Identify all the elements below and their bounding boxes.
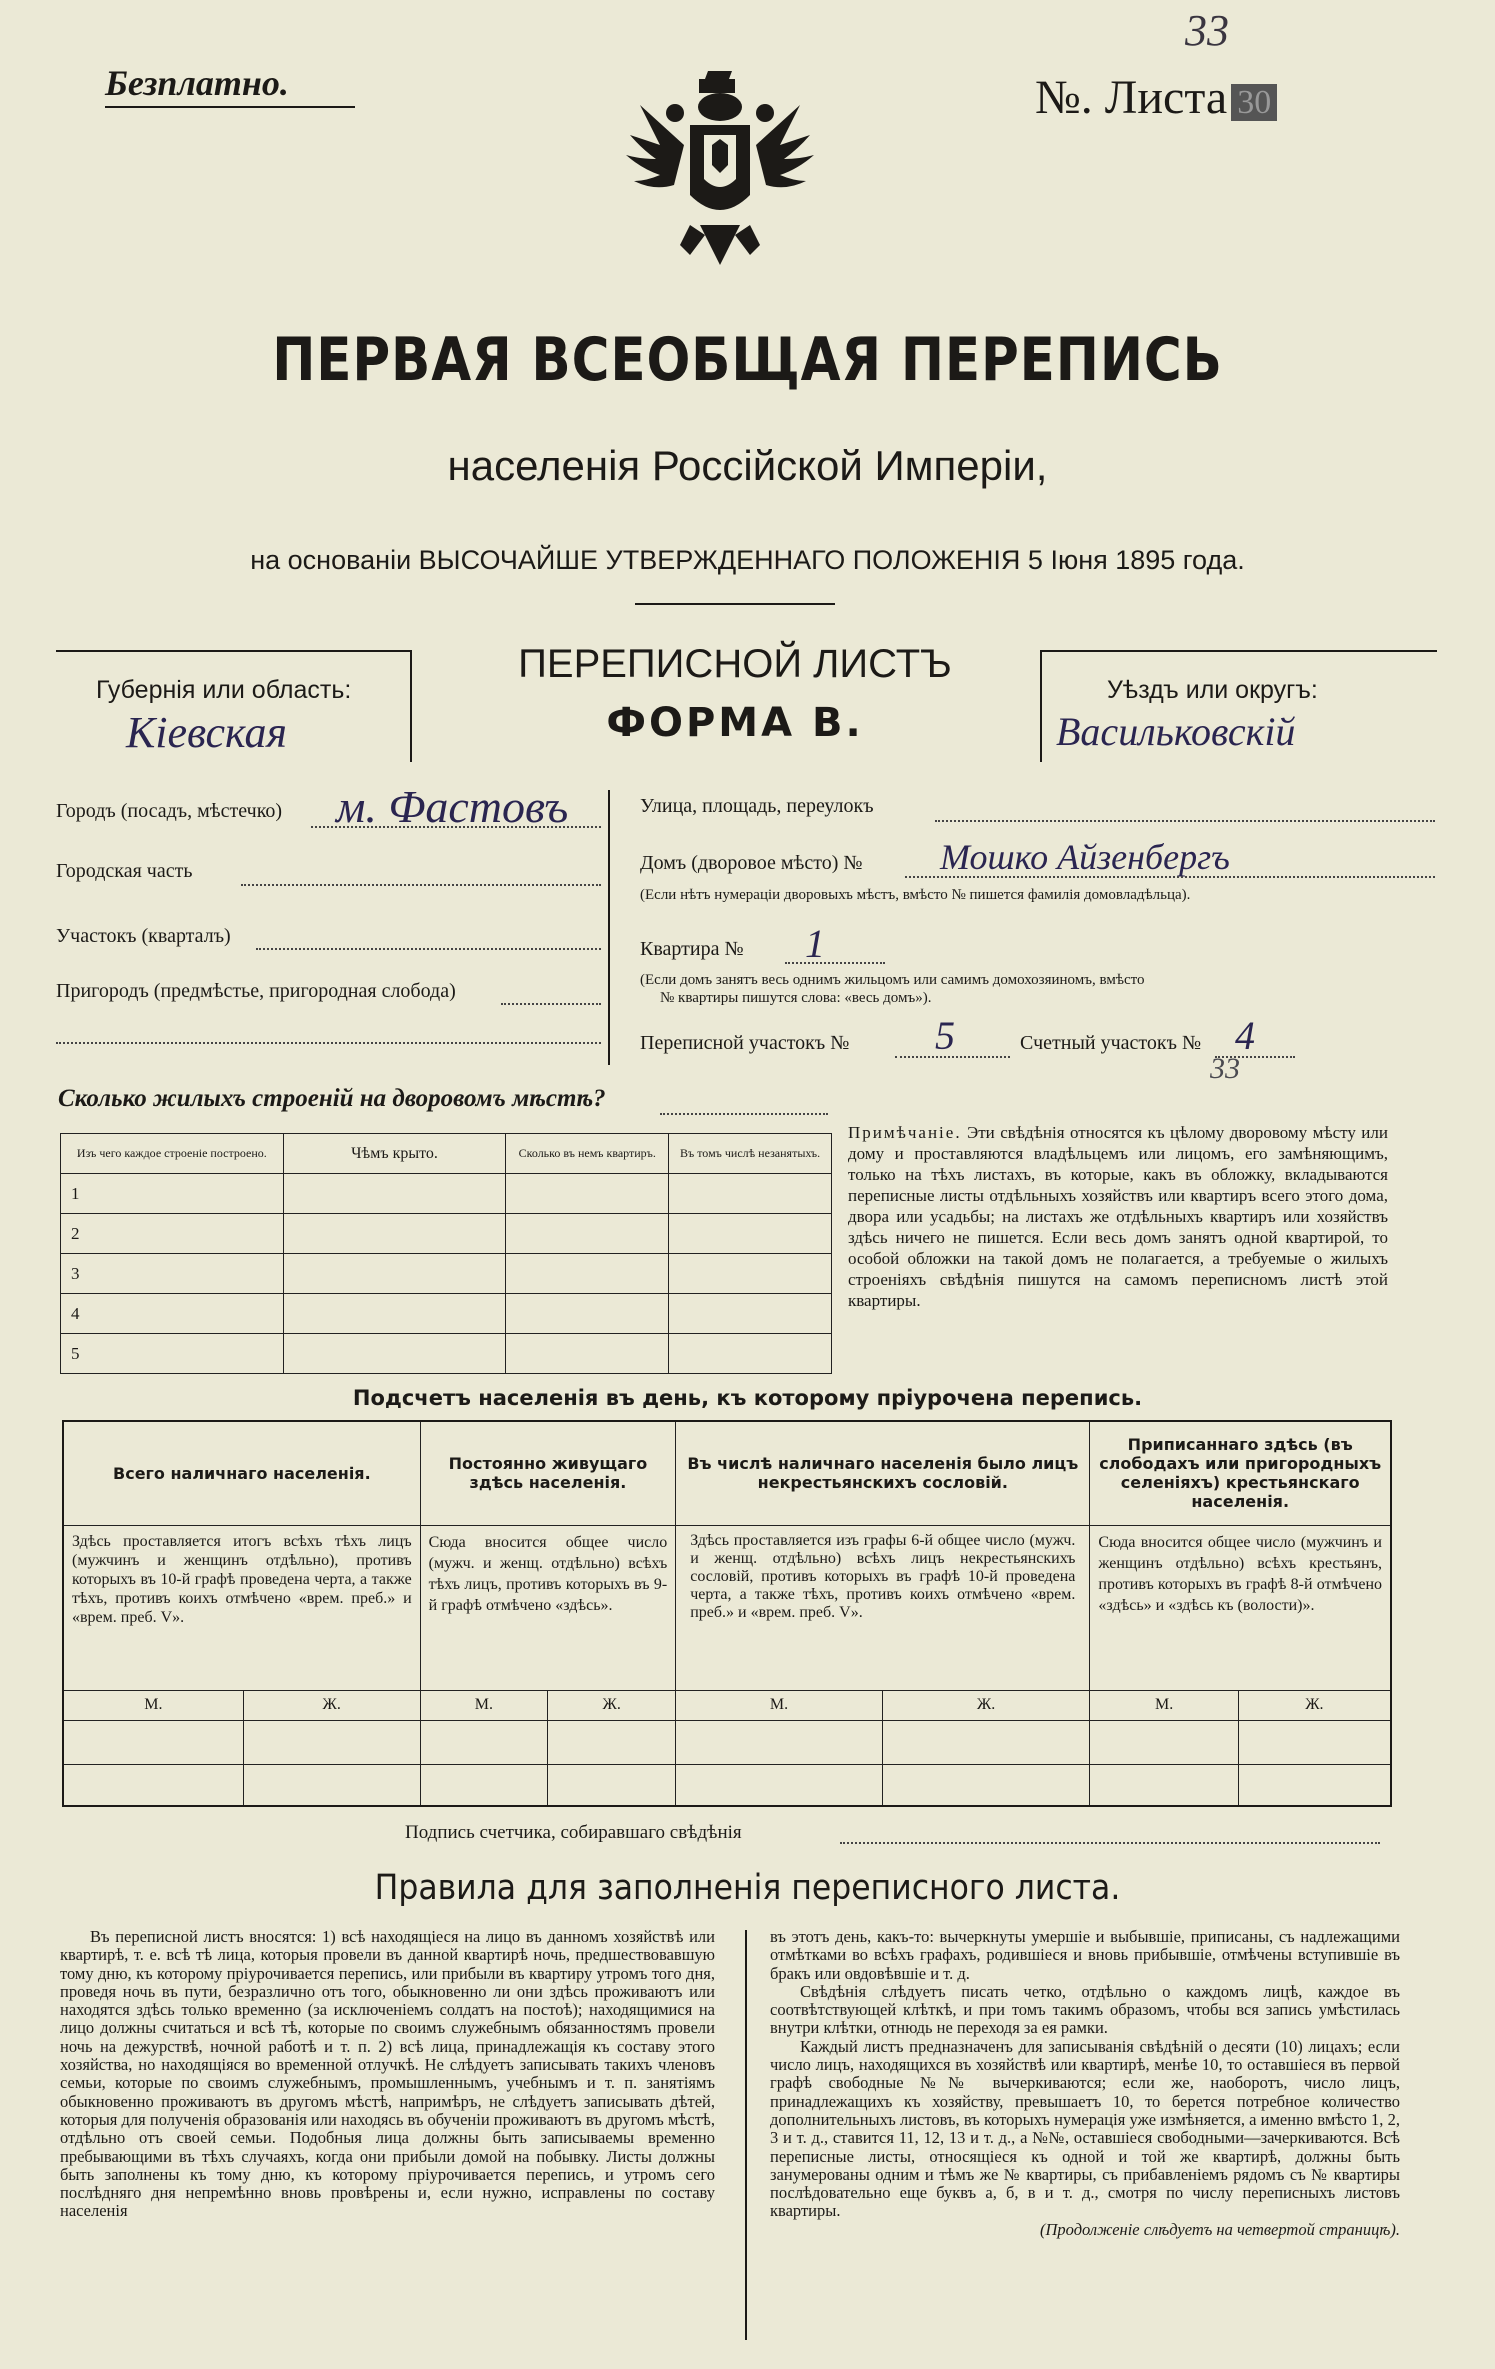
- count-district-label: Счетный участокъ №: [1020, 1032, 1202, 1054]
- pop-male-2: М.: [676, 1690, 883, 1720]
- apt-note-1: (Если домъ занятъ весь однимъ жильцомъ или самимъ домохозяиномъ, вмѣсто: [640, 972, 1145, 988]
- form-title: ПЕРЕПИСНОЙ ЛИСТЪ: [518, 642, 952, 686]
- imperial-eagle-emblem-icon: [620, 65, 820, 285]
- count-district-extra: 33: [1210, 1052, 1240, 1085]
- rules-divider: [745, 1930, 747, 2340]
- census-district-label: Переписной участокъ №: [640, 1032, 850, 1054]
- sheet-number: [1035, 70, 1277, 125]
- table-row: [61, 1334, 832, 1374]
- city-label: Городъ (посадъ, мѣстечко): [56, 800, 283, 822]
- page-basis: на основаніи ВЫСОЧАЙШЕ УТВЕРЖДЕННАГО ПОЛОЖЕНІЯ 5 Іюня 1895 года.: [250, 545, 1245, 575]
- house-label: Домъ (дворовое мѣсто) №: [640, 852, 863, 874]
- row-number: 3: [61, 1254, 284, 1294]
- rules-continued: (Продолженіе слѣдуетъ на четвертой страницѣ).: [1040, 2219, 1400, 2239]
- census-district-value: 5: [935, 1013, 955, 1058]
- apt-label: Квартира №: [640, 938, 744, 960]
- free-label: [105, 62, 355, 108]
- uezd-value: Васильковскій: [1056, 709, 1296, 754]
- pop-col-body-2: Здѣсь проставляется изъ графы 6-й общее число (мужч. и женщ. отдѣльно) всѣхъ лицъ некрестьянскихъ сословій, противъ которыхъ въ графѣ 10-й проведена черта, а также тѣхъ, противъ коихъ отмѣчено «врем. преб.» и «врем. преб. V».: [676, 1525, 1090, 1690]
- buildings-col-material: Изъ чего каждое строеніе построено.: [61, 1134, 284, 1174]
- signature-label: Подпись счетчика, собиравшаго свѣдѣнія: [405, 1822, 742, 1843]
- pop-col-body-3: Сюда вносится общее число (мужчинъ и женщинъ отдѣльно) всѣхъ крестьянъ, противъ которыхъ въ графѣ 8-й отмѣчено «здѣсь» и «здѣсь къ (волости)».: [1090, 1525, 1391, 1690]
- apt-value: 1: [805, 921, 825, 966]
- row-number: 2: [61, 1214, 284, 1254]
- precinct-label: Участокъ (кварталъ): [56, 925, 231, 947]
- pop-female-2: Ж.: [882, 1690, 1090, 1720]
- buildings-note: [848, 1122, 1388, 1311]
- rules-right-text-1: въ этотъ день, какъ-то: вычеркнуты умершіе и выбывшіе, приписаны, съ надлежащими отмѣтками во всѣхъ графахъ, родившіеся и вновь прибывшіе, отмѣчены вступившіе въ бракъ или овдовѣвшіе и т. д.: [770, 1928, 1400, 1983]
- apt-note-2: № квартиры пишутся слова: «весь домъ»).: [660, 990, 932, 1006]
- rules-title: Правила для заполненія переписного листа.: [374, 1868, 1121, 1908]
- buildings-col-vacant: Въ томъ числѣ незанятыхъ.: [669, 1134, 832, 1174]
- buildings-table: [60, 1133, 832, 1374]
- city-value: м. Фастовъ: [336, 781, 569, 832]
- address-left: [56, 780, 596, 1060]
- guberniya-value: Кіевская: [126, 708, 287, 757]
- buildings-question: Сколько жилыхъ строеній на дворовомъ мѣстѣ?: [58, 1085, 606, 1112]
- row-number: 4: [61, 1294, 284, 1334]
- rules-left-text: Въ переписной листъ вносятся: 1) всѣ находящіеся на лицо въ данномъ хозяйствѣ или квартирѣ, т. е. всѣ тѣ лица, которыя провели въ данной квартирѣ ночь, предшествовавшую тому дню, къ которому пріурочивается перепись, или прибыли въ квартиру утромъ того дня, проведя ночь въ пути, безразлично отъ того, обыкновенно ли они здѣсь проживаютъ или находятся здѣсь только временно (за исключеніемъ солдатъ на постоѣ); находящимися на лицо должны считаться и всѣ тѣ, которые по своимъ служебнымъ обязанностямъ провели ночь на дежурствѣ, ночной работѣ и т. п. 2) всѣ лица, принадлежащія къ составу этого хозяйства, но находящіяся во временной отлучкѣ. Не слѣдуетъ записывать такихъ членовъ семьи, которые по своимъ служебнымъ, промышленнымъ, учебнымъ и т. п. занятіямъ обыкновенно проживаютъ въ другомъ мѣстѣ, напримѣръ, не слѣдуетъ записывать дѣтей, которыя для полученія образованія или находясь въ обученіи проживаютъ въ другомъ мѣстѣ, отдѣльно отъ своей семьи. Подобныя лица должны быть записываемы временно пребывающими въ тѣхъ случаяхъ, когда они прибыли домой на побывку. Листы должны быть заполнены къ тому дню, къ которому пріурочивается перепись, и утромъ сего послѣдняго дня непремѣнно вновь провѣрены и, если нужно, исправлены по составу населенія: [60, 1928, 715, 2221]
- pop-male-3: М.: [1090, 1690, 1238, 1720]
- pop-col-body-0: Здѣсь проставляется итогъ всѣхъ тѣхъ лицъ (мужчинъ и женщинъ отдѣльно), противъ которыхъ въ 10-й графѣ проведена черта, а также тѣхъ, противъ коихъ отмѣчено «врем. преб.» и «врем. преб. V».: [63, 1525, 420, 1690]
- count-district-value: 4: [1235, 1013, 1255, 1058]
- address-divider: [608, 790, 610, 1065]
- table-row: [61, 1214, 832, 1254]
- pop-female-3: Ж.: [1238, 1690, 1391, 1720]
- pop-col-head-1: Постоянно живущаго здѣсь населенія.: [420, 1421, 676, 1525]
- page-subtitle: населенія Россійской Имперіи,: [447, 442, 1048, 489]
- title-divider: [635, 603, 835, 605]
- population-title: Подсчетъ населенія въ день, къ которому пріурочена перепись.: [352, 1386, 1143, 1410]
- uezd-box: [1040, 650, 1437, 762]
- buildings-col-apts: Сколько въ немъ квартиръ.: [506, 1134, 669, 1174]
- rules-left-column: [60, 1928, 715, 2368]
- table-row: [61, 1174, 832, 1214]
- rules-right-text-2: Свѣдѣнія слѣдуетъ писать четко, отдѣльно о каждомъ лицѣ, каждое въ соотвѣтствующей клѣткѣ, и при томъ такимъ образомъ, чтобы вся запись умѣстилась внутри клѣтки, отнюдь не переходя за ея рамки.: [770, 1981, 1400, 2038]
- pop-female-0: Ж.: [243, 1690, 420, 1720]
- handwritten-page-number: 33: [1185, 6, 1229, 55]
- house-value: Мошко Айзенбергъ: [940, 837, 1230, 877]
- guberniya-label: Губернія или область:: [96, 676, 352, 704]
- pop-male-1: М.: [420, 1690, 547, 1720]
- rules-right-column: [770, 1928, 1400, 2368]
- table-row: [61, 1254, 832, 1294]
- pop-col-body-1: Сюда вносится общее число (мужч. и женщ. отдѣльно) всѣхъ тѣхъ лицъ, противъ которыхъ въ 9-й графѣ отмѣчено «здѣсь».: [420, 1525, 676, 1690]
- uezd-label: Уѣздъ или округъ:: [1107, 676, 1318, 704]
- page-title: ПЕРВАЯ ВСЕОБЩАЯ ПЕРЕПИСЬ: [272, 325, 1223, 395]
- pop-col-head-2: Въ числѣ наличнаго населенія было лицъ некрестьянскихъ сословій.: [676, 1421, 1090, 1525]
- pop-col-head-0: Всего наличнаго населенія.: [63, 1421, 420, 1525]
- address-right: [640, 780, 1440, 1085]
- guberniya-box: [56, 650, 412, 762]
- suburb-label: Пригородъ (предмѣстье, пригородная слобода): [56, 980, 456, 1002]
- district-label: Городская часть: [56, 860, 193, 882]
- form-letter: ФОРМА В.: [606, 700, 864, 746]
- sheet-number-printed: 30: [1231, 84, 1277, 121]
- free-label-text: Безплатно.: [105, 63, 289, 103]
- pop-col-head-3: Приписаннаго здѣсь (въ слободахъ или пригородныхъ селеніяхъ) крестьянскаго населенія.: [1090, 1421, 1391, 1525]
- note-title: Примѣчаніе.: [848, 1123, 962, 1142]
- buildings-col-roof: Чѣмъ крыто.: [283, 1134, 506, 1174]
- row-number: 1: [61, 1174, 284, 1214]
- table-row: [61, 1294, 832, 1334]
- pop-female-1: Ж.: [548, 1690, 676, 1720]
- rules-right-text-3: Каждый листъ предназначенъ для записыванія свѣдѣній о десяти (10) лицахъ; если число лицъ, находящихся въ хозяйствѣ или квартирѣ, менѣе 10, то оставшіеся въ первой графѣ свободные №№ вычеркиваются; если же, наоборотъ, число лицъ, принадлежащихъ къ хозяйству, превышаетъ 10, то берется потребное количество дополнительныхъ листовъ, въ которыхъ нумерація уже измѣняется, а именно вмѣсто 1, 2, 3 и т. д., ставится 11, 12, 13 и т. д., а №№, оставшіеся свободными—зачеркиваются. Всѣ переписные листы, относящіеся къ одной и той же квартирѣ, должны быть занумерованы одним и тѣмъ же № квартиры, съ прибавленіемъ рядомъ съ № квартиры послѣдовательно еще буквъ а, б, в и т. д., смотря по числу переписныхъ листовъ квартиры.: [770, 2036, 1400, 2221]
- sheet-number-label: №. Листа: [1035, 71, 1228, 124]
- house-note: (Если нѣтъ нумераціи дворовыхъ мѣстъ, вмѣсто № пишется фамилія домовладѣльца).: [640, 887, 1191, 903]
- row-number: 5: [61, 1334, 284, 1374]
- pop-male-0: М.: [63, 1690, 243, 1720]
- note-text: Эти свѣдѣнія относятся къ цѣлому дворовому мѣсту или дому и проставляются владѣльцемъ или лицомъ, его замѣняющимъ, только на тѣхъ листахъ, въ которые, какъ въ обложку, вкладываются переписные листы отдѣльныхъ хозяйствъ или квартиръ всего этого дома, двора или усадьбы; на листахъ же отдѣльныхъ квартиръ или хозяйствъ здѣсь ничего не пишется. Если весь домъ занятъ одной квартирой, то особой обложки на такой домъ не полагается, а требуемые о жилыхъ строеніяхъ свѣдѣнія пишутся на самомъ переписномъ листѣ этой квартиры.: [848, 1123, 1388, 1310]
- street-label: Улица, площадь, переулокъ: [640, 795, 874, 817]
- population-table: [62, 1420, 1392, 1807]
